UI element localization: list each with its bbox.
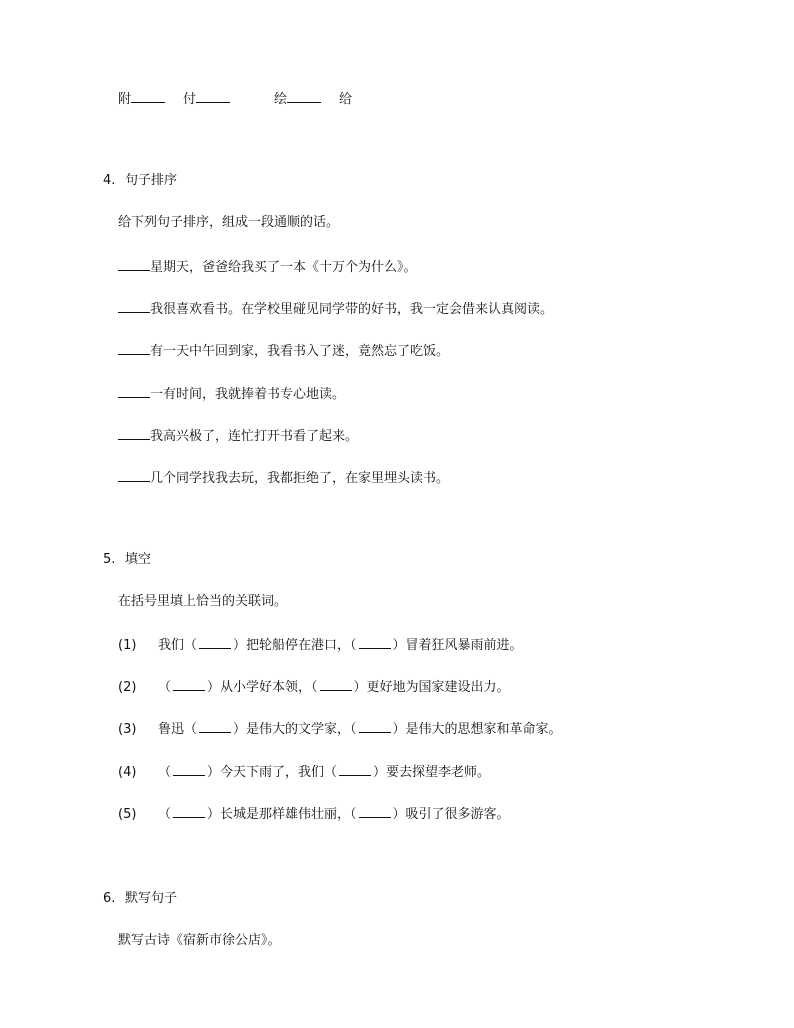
item-label: (5) — [118, 807, 137, 822]
q5-title: 填空 — [125, 552, 152, 567]
conj-blank-1a[interactable] — [199, 636, 231, 649]
q6-title: 默写句子 — [125, 891, 178, 906]
q4-sentence-3 — [118, 340, 449, 361]
item-text-c: ）冒着狂风暴雨前进。 — [392, 638, 523, 653]
q5-item-5 — [118, 805, 510, 824]
char-fu: 附 — [118, 92, 132, 107]
item-text-a: （ — [158, 680, 172, 695]
sentence-text: 我很喜欢看书。在学校里碰见同学带的好书，我一定会借来认真阅读。 — [150, 302, 554, 317]
q4-sentence-2 — [118, 298, 553, 319]
q6-number: 6. — [103, 891, 116, 906]
item-text-c: ）是伟大的思想家和革命家。 — [392, 722, 562, 737]
q5-heading — [103, 551, 151, 569]
conj-blank-4b[interactable] — [339, 763, 371, 776]
q5-instruction: 在括号里填上恰当的关联词。 — [118, 594, 288, 609]
q5-item-1 — [118, 636, 523, 655]
q6-instruction: 默写古诗《宿新市徐公店》。 — [118, 933, 281, 948]
char-fu2: 付 — [183, 92, 197, 107]
sentence-text: 我高兴极了，连忙打开书看了起来。 — [150, 429, 359, 444]
conj-blank-2b[interactable] — [320, 678, 352, 691]
order-blank-6[interactable] — [118, 467, 150, 482]
q4-instruction: 给下列句子排序，组成一段通顺的话。 — [118, 215, 340, 230]
conj-blank-3a[interactable] — [199, 720, 231, 733]
item-text-c: ）要去探望李老师。 — [373, 765, 491, 780]
q4-sentence-4 — [118, 383, 345, 404]
item-text-b: ）把轮船停在港口，（ — [233, 638, 357, 653]
item-text-a: 我们（ — [158, 638, 198, 653]
order-blank-5[interactable] — [118, 425, 150, 440]
blank-hui[interactable] — [287, 88, 321, 103]
item-label: (1) — [118, 638, 137, 653]
conj-blank-5b[interactable] — [359, 805, 391, 818]
order-blank-2[interactable] — [118, 298, 150, 313]
top-row — [118, 88, 352, 109]
q4-title: 句子排序 — [125, 173, 178, 188]
item-text-a: （ — [158, 765, 172, 780]
conj-blank-5a[interactable] — [173, 805, 205, 818]
order-blank-3[interactable] — [118, 340, 150, 355]
sentence-text: 星期天，爸爸给我买了一本《十万个为什么》。 — [150, 260, 417, 275]
item-label: (2) — [118, 680, 137, 695]
item-text-a: 鲁迅（ — [158, 722, 198, 737]
q5-item-4 — [118, 763, 490, 782]
item-text-b: ）从小学好本领，（ — [207, 680, 318, 695]
item-text-b: ）今天下雨了，我们（ — [207, 765, 338, 780]
q5-number: 5. — [103, 552, 116, 567]
item-label: (3) — [118, 722, 137, 737]
sentence-text: 一有时间，我就捧着书专心地读。 — [150, 387, 346, 402]
blank-fu[interactable] — [131, 88, 165, 103]
q5-item-3 — [118, 720, 562, 739]
conj-blank-3b[interactable] — [359, 720, 391, 733]
char-gei: 给 — [339, 92, 353, 107]
char-hui: 绘 — [274, 92, 288, 107]
q4-sentence-6 — [118, 467, 449, 488]
sentence-text: 几个同学找我去玩，我都拒绝了，在家里埋头读书。 — [150, 471, 450, 486]
conj-blank-1b[interactable] — [359, 636, 391, 649]
sentence-text: 有一天中午回到家，我看书入了迷，竟然忘了吃饭。 — [150, 344, 450, 359]
item-text-c: ）更好地为国家建设出力。 — [353, 680, 510, 695]
conj-blank-4a[interactable] — [173, 763, 205, 776]
blank-fu2[interactable] — [196, 88, 230, 103]
item-text-b: ）长城是那样雄伟壮丽，（ — [207, 807, 357, 822]
item-text-a: （ — [158, 807, 172, 822]
item-text-c: ）吸引了很多游客。 — [392, 807, 510, 822]
conj-blank-2a[interactable] — [173, 678, 205, 691]
q4-number: 4. — [103, 173, 116, 188]
item-label: (4) — [118, 765, 137, 780]
q4-heading — [103, 172, 177, 190]
q4-sentence-5 — [118, 425, 358, 446]
q5-item-2 — [118, 678, 510, 697]
order-blank-1[interactable] — [118, 256, 150, 271]
q6-heading — [103, 890, 177, 908]
item-text-b: ）是伟大的文学家，（ — [233, 722, 357, 737]
q4-sentence-1 — [118, 256, 417, 277]
order-blank-4[interactable] — [118, 383, 150, 398]
